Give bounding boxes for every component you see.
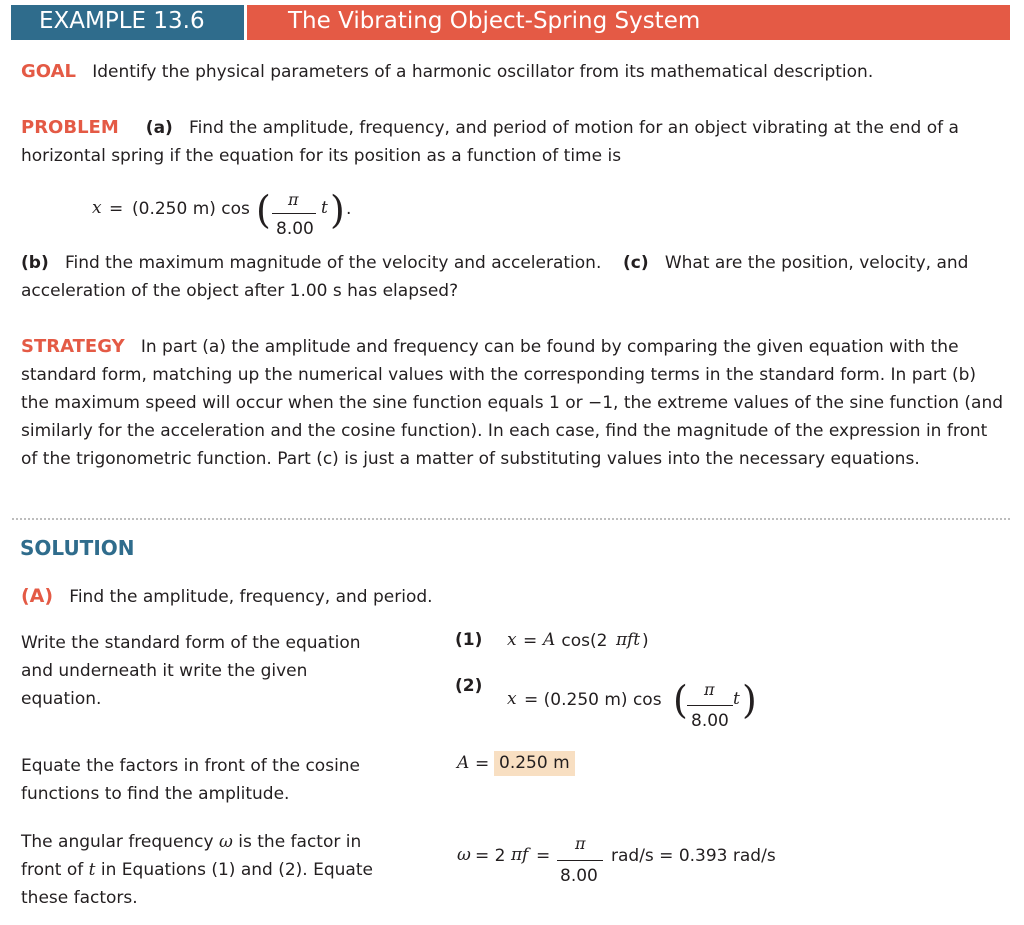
goal-section xyxy=(21,58,873,86)
eq2-frac-bar xyxy=(687,705,733,706)
standard-form-equation xyxy=(455,630,855,660)
eq-num: π xyxy=(288,190,299,209)
omega-eq2: = xyxy=(536,846,551,866)
solution-title: SOLUTION xyxy=(20,536,135,560)
goal-label: GOAL xyxy=(21,61,76,82)
problem-section xyxy=(21,114,1006,170)
eq2-mid: = (0.250 m) cos xyxy=(524,690,662,710)
example-title-banner xyxy=(247,5,1010,40)
eq-equals: = xyxy=(109,199,124,219)
eq2-den: 8.00 xyxy=(691,711,729,731)
strategy-section xyxy=(21,333,1006,473)
eq-frac-bar xyxy=(272,213,316,214)
problem-part-b-text: Find the maximum magnitude of the velocity and acceleration. xyxy=(64,253,602,273)
example-label: EXAMPLE 13.6 xyxy=(39,8,205,34)
eq-var: t xyxy=(321,198,328,218)
step2-text: Equate the factors in front of the cosine functions to find the amplitude. xyxy=(21,756,361,804)
eq1-ft: ft xyxy=(627,630,641,650)
paren-left: ( xyxy=(256,188,271,232)
omega-rest: rad/s = 0.393 rad/s xyxy=(611,846,776,866)
omega-frac-bar xyxy=(557,860,603,861)
omega-num: π xyxy=(575,834,586,853)
eq1-label: (1) xyxy=(455,630,483,650)
eq2-x: x xyxy=(507,689,517,709)
step3-t: t xyxy=(88,860,96,880)
eq2-paren-left: ( xyxy=(673,678,688,722)
angular-frequency-result xyxy=(455,832,815,892)
omega-f: f xyxy=(522,845,529,865)
amp-value: 0.250 m xyxy=(494,751,575,776)
eq2-t: t xyxy=(733,689,740,709)
strategy-label: STRATEGY xyxy=(21,336,125,357)
step3-text-a: The angular frequency xyxy=(21,832,214,852)
step3-text-c: in Equations (1) and (2). Equate these factors. xyxy=(21,860,373,908)
step3-text xyxy=(21,828,381,912)
section-divider xyxy=(12,518,1010,520)
eq1-mid: = xyxy=(523,631,543,651)
eq2-paren-right: ) xyxy=(742,678,757,722)
amp-equals: = xyxy=(475,754,490,774)
amplitude-result xyxy=(455,753,655,781)
problem-parts-bc xyxy=(21,249,1006,305)
problem-part-c-label: (c) xyxy=(622,253,649,273)
paren-right: ) xyxy=(330,188,345,232)
example-title: The Vibrating Object-Spring System xyxy=(288,8,701,34)
given-equation xyxy=(455,676,775,736)
problem-part-c-text: What are the position, velocity, and acceleration of the object after 1.00 s has elapsed? xyxy=(21,253,969,301)
strategy-text: In part (a) the amplitude and frequency can be found by comparing the given equation with the standard form, matching up the numerical values with the corresponding terms in the standard form. In part (b) the maximum speed will occur when the sine function equals 1 or −1, the extreme values of the sine function (and similarly for the acceleration and the cosine function). In each case, find the magnitude of the expression in front of the trigonometric function. Part (c) is just a matter of substituting values into the necessary equations. xyxy=(21,337,1004,469)
eq2-num: π xyxy=(704,680,715,699)
step3-omega: ω xyxy=(218,832,233,852)
eq1-close: ) xyxy=(642,631,649,651)
amp-lhs: A xyxy=(457,753,470,773)
eq-lhs: x xyxy=(92,198,102,218)
problem-equation xyxy=(92,190,392,240)
solution-part-a xyxy=(21,582,433,611)
problem-part-b-label: (b) xyxy=(21,253,49,273)
eq1-cos: cos(2 xyxy=(556,631,608,651)
problem-part-a-label: (a) xyxy=(145,118,173,138)
eq-end: . xyxy=(346,199,352,219)
eq1-A: A xyxy=(543,630,556,650)
problem-part-a-text: Find the amplitude, frequency, and period of motion for an object vibrating at the end of a horizontal spring if the equation for its position as a function of time is xyxy=(21,118,959,166)
goal-text: Identify the physical parameters of a harmonic oscillator from its mathematical description. xyxy=(92,62,874,82)
eq-coef: (0.250 m) cos xyxy=(132,199,250,219)
omega-lhs: ω xyxy=(457,845,471,865)
step3-text-b: is the factor in front of xyxy=(21,832,362,880)
eq1-pi: π xyxy=(616,630,628,650)
eq-den: 8.00 xyxy=(276,219,314,239)
solution-part-a-label: (A) xyxy=(21,585,54,607)
example-label-banner xyxy=(11,5,244,40)
omega-den: 8.00 xyxy=(560,866,598,886)
omega-mid: = 2 xyxy=(475,846,506,866)
omega-pi: π xyxy=(511,845,523,865)
eq2-label: (2) xyxy=(455,676,483,696)
step1-text: Write the standard form of the equation and underneath it write the given equation. xyxy=(21,633,361,709)
problem-label: PROBLEM xyxy=(21,117,119,138)
eq1-x: x xyxy=(507,630,517,650)
solution-part-a-text: Find the amplitude, frequency, and period. xyxy=(69,587,433,607)
